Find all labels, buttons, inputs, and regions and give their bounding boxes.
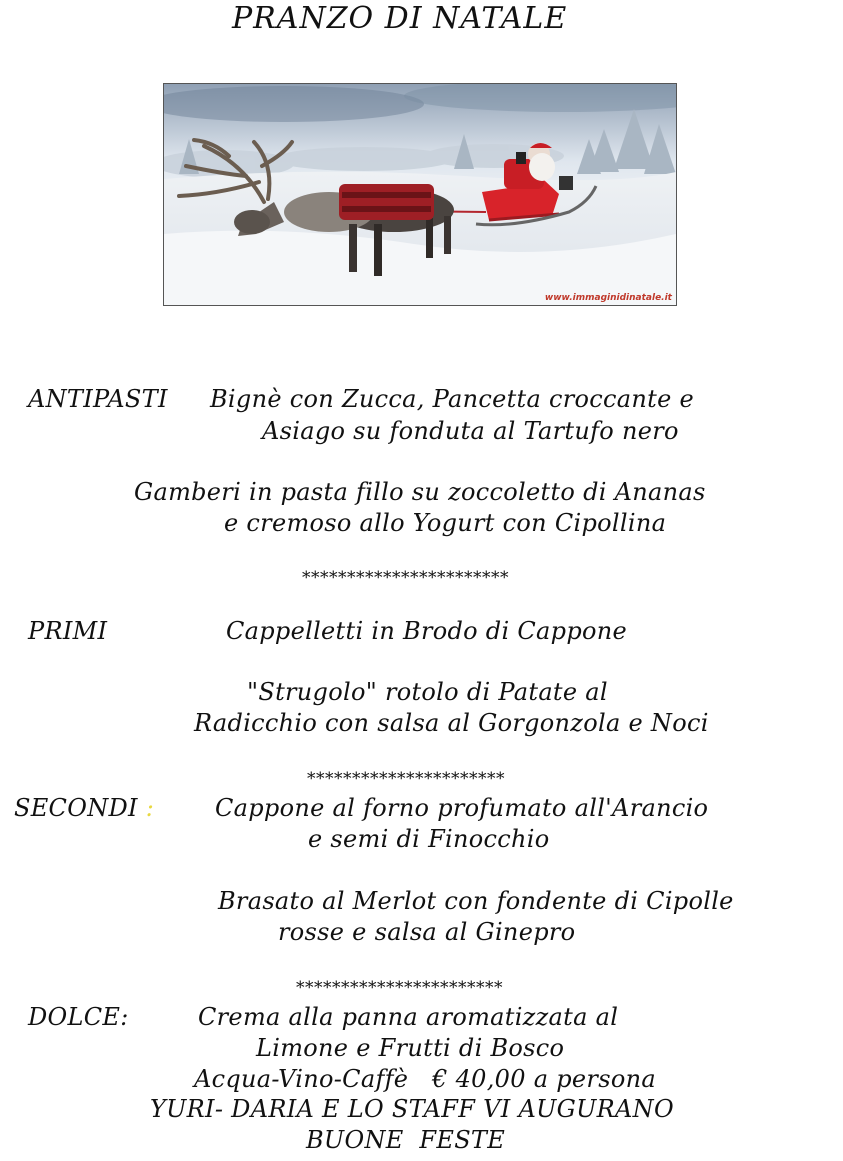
- primi-dish1-line1: Cappelletti in Brodo di Cappone: [226, 617, 627, 645]
- secondi-colon: :: [145, 794, 155, 822]
- secondi-dish1-line2: e semi di Finocchio: [308, 825, 550, 853]
- santa-sleigh-reindeer-image: [164, 84, 676, 305]
- primi-dish2-line1: "Strugolo" rotolo di Patate al: [247, 678, 608, 706]
- secondi-dish2-line1: Brasato al Merlot con fondente di Cipolle: [218, 887, 734, 915]
- menu-title: PRANZO DI NATALE: [232, 1, 568, 36]
- antipasti-dish2-line2: e cremoso allo Yogurt con Cipollina: [224, 509, 667, 537]
- antipasti-dish1-line1: Bignè con Zucca, Pancetta croccante e: [210, 385, 695, 413]
- greeting-line2: BUONE FESTE: [306, 1126, 506, 1154]
- antipasti-dish1-line2: Asiago su fonduta al Tartufo nero: [262, 417, 679, 445]
- section-label-primi: PRIMI: [28, 617, 108, 645]
- secondi-dish2-line2: rosse e salsa al Ginepro: [278, 918, 576, 946]
- dolce-dish1-line2: Limone e Frutti di Bosco: [256, 1034, 565, 1062]
- antipasti-dish2-line1: Gamberi in pasta fillo su zoccoletto di Ananas: [134, 478, 706, 506]
- section-label-dolce: DOLCE:: [28, 1003, 129, 1031]
- section-label-secondi: [14, 793, 154, 823]
- section-label-antipasti: ANTIPASTI: [28, 385, 168, 413]
- separator: ***********************: [302, 568, 509, 588]
- christmas-photo: [163, 83, 677, 306]
- greeting-line1: YURI- DARIA E LO STAFF VI AUGURANO: [150, 1095, 674, 1123]
- secondi-label-text: SECONDI: [14, 794, 138, 822]
- dolce-dish1-line1: Crema alla panna aromatizzata al: [198, 1003, 619, 1031]
- primi-dish2-line2: Radicchio con salsa al Gorgonzola e Noci: [194, 709, 709, 737]
- drinks-and-price: Acqua-Vino-Caffè € 40,00 a persona: [194, 1065, 656, 1093]
- separator: ***********************: [296, 978, 503, 998]
- secondi-dish1-line1: Cappone al forno profumato all'Arancio: [215, 794, 709, 822]
- separator: **********************: [307, 769, 505, 789]
- image-credit: www.immaginidinatale.it: [544, 293, 672, 303]
